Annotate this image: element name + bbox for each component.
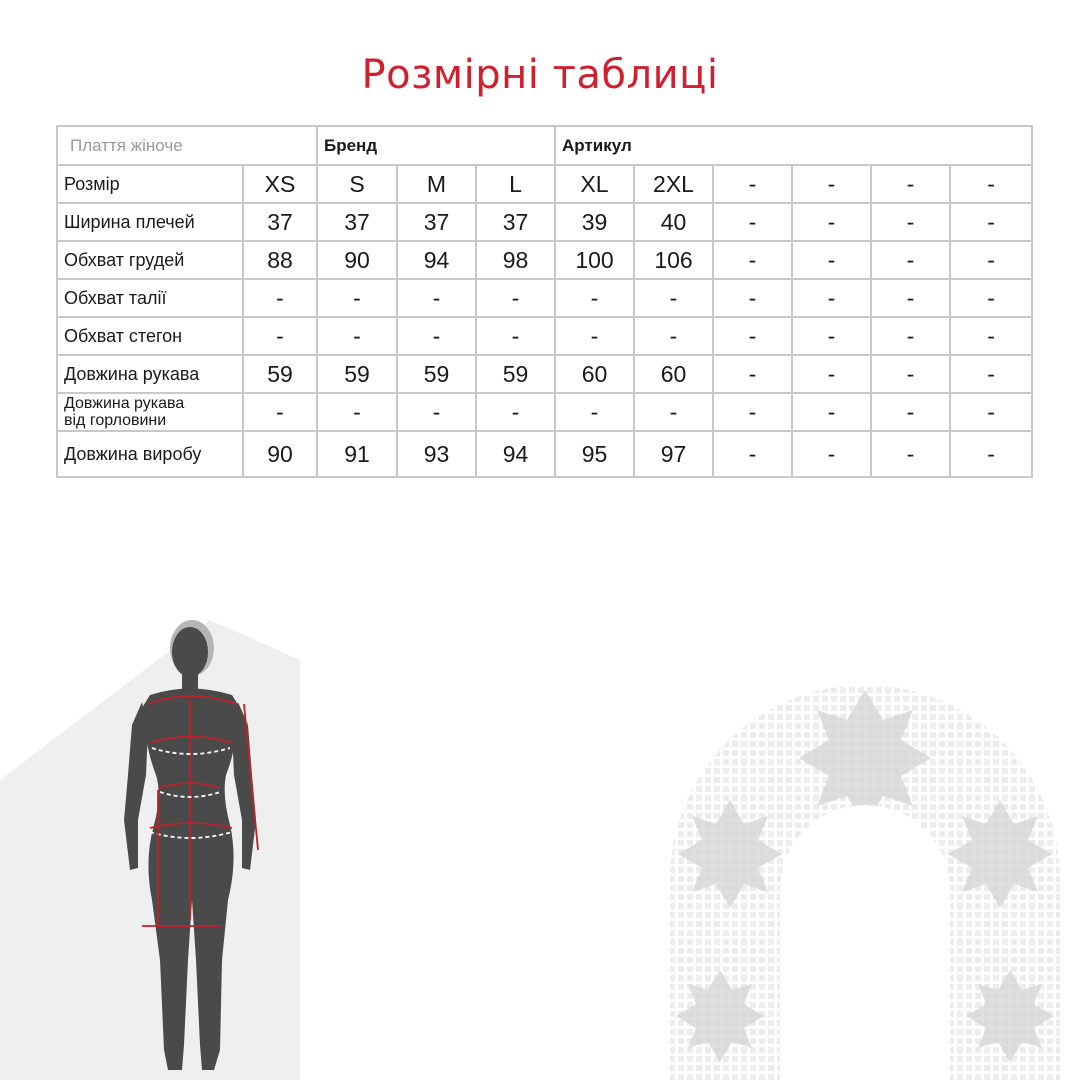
table-cell: - [792, 165, 871, 203]
table-cell: 90 [243, 431, 317, 477]
table-cell: - [871, 203, 950, 241]
table-cell: 60 [634, 355, 713, 393]
row-label: Довжина виробу [57, 431, 243, 477]
row-label-line: від горловини [64, 412, 167, 429]
table-cell: 100 [555, 241, 634, 279]
table-cell: - [243, 279, 317, 317]
table-cell: 59 [317, 355, 397, 393]
table-cell: 2XL [634, 165, 713, 203]
table-cell: 37 [476, 203, 555, 241]
table-cell: 60 [555, 355, 634, 393]
table-cell: 37 [243, 203, 317, 241]
table-row [57, 393, 1032, 431]
table-cell: S [317, 165, 397, 203]
table-cell: - [792, 431, 871, 477]
table-cell: 37 [317, 203, 397, 241]
table-cell: - [950, 203, 1032, 241]
table-cell: - [243, 393, 317, 431]
row-label: Обхват талії [57, 279, 243, 317]
table-cell: - [871, 317, 950, 355]
ornament-pattern [650, 650, 1080, 1080]
table-cell: - [476, 279, 555, 317]
table-cell: 59 [243, 355, 317, 393]
table-cell: 90 [317, 241, 397, 279]
table-cell: - [871, 165, 950, 203]
table-row [57, 165, 1032, 203]
table-cell: - [634, 279, 713, 317]
row-label: Розмір [57, 165, 243, 203]
table-cell: 59 [397, 355, 476, 393]
table-cell: XS [243, 165, 317, 203]
table-cell: - [950, 241, 1032, 279]
table-row [57, 279, 1032, 317]
row-label: Обхват стегон [57, 317, 243, 355]
header-row [57, 126, 1032, 165]
table-cell: 94 [476, 431, 555, 477]
table-cell: - [317, 279, 397, 317]
table-cell: - [476, 393, 555, 431]
table-cell: - [792, 355, 871, 393]
table-row [57, 355, 1032, 393]
table-cell: - [950, 165, 1032, 203]
product-name: Плаття жіноче [57, 126, 317, 165]
table-cell: - [950, 431, 1032, 477]
table-cell: XL [555, 165, 634, 203]
table-cell: M [397, 165, 476, 203]
table-cell: - [555, 393, 634, 431]
page-title: Розмірні таблиці [361, 52, 719, 98]
table-cell: - [871, 279, 950, 317]
table-cell: 40 [634, 203, 713, 241]
table-cell: 91 [317, 431, 397, 477]
body-measurement-figure [0, 600, 300, 1080]
table-cell: 106 [634, 241, 713, 279]
table-row [57, 241, 1032, 279]
row-label: Ширина плечей [57, 203, 243, 241]
table-cell: - [792, 241, 871, 279]
table-cell: 97 [634, 431, 713, 477]
table-cell: - [555, 317, 634, 355]
table-cell: - [634, 393, 713, 431]
table-cell: - [950, 279, 1032, 317]
table-cell: - [397, 279, 476, 317]
table-cell: - [555, 279, 634, 317]
table-cell: - [317, 317, 397, 355]
table-cell: - [792, 393, 871, 431]
row-label-line: Довжина рукава [64, 395, 185, 412]
table-cell: - [713, 393, 792, 431]
table-cell: - [950, 393, 1032, 431]
table-cell: - [871, 355, 950, 393]
table-cell: - [871, 241, 950, 279]
table-cell: - [397, 393, 476, 431]
table-row [57, 203, 1032, 241]
table-cell: - [871, 431, 950, 477]
article-label: Артикул [555, 126, 1032, 165]
table-cell: - [317, 393, 397, 431]
table-cell: - [713, 165, 792, 203]
table-cell: - [713, 203, 792, 241]
table-cell: 93 [397, 431, 476, 477]
table-cell: - [792, 203, 871, 241]
table-cell: 37 [397, 203, 476, 241]
table-cell: 94 [397, 241, 476, 279]
table-cell: L [476, 165, 555, 203]
table-cell: 59 [476, 355, 555, 393]
table-row [57, 431, 1032, 477]
size-chart-table [56, 125, 1033, 478]
brand-label: Бренд [317, 126, 555, 165]
table-cell: - [713, 355, 792, 393]
table-cell: 88 [243, 241, 317, 279]
table-cell: - [950, 317, 1032, 355]
table-cell: - [713, 241, 792, 279]
table-cell: - [713, 431, 792, 477]
table-cell: - [476, 317, 555, 355]
table-cell: - [243, 317, 317, 355]
row-label [57, 393, 243, 431]
table-cell: 95 [555, 431, 634, 477]
table-cell: - [871, 393, 950, 431]
table-cell: 98 [476, 241, 555, 279]
table-cell: - [397, 317, 476, 355]
row-label: Обхват грудей [57, 241, 243, 279]
table-cell: 39 [555, 203, 634, 241]
row-label: Довжина рукава [57, 355, 243, 393]
table-cell: - [713, 279, 792, 317]
table-cell: - [792, 279, 871, 317]
table-cell: - [792, 317, 871, 355]
table-cell: - [950, 355, 1032, 393]
table-cell: - [713, 317, 792, 355]
table-row [57, 317, 1032, 355]
table-cell: - [634, 317, 713, 355]
